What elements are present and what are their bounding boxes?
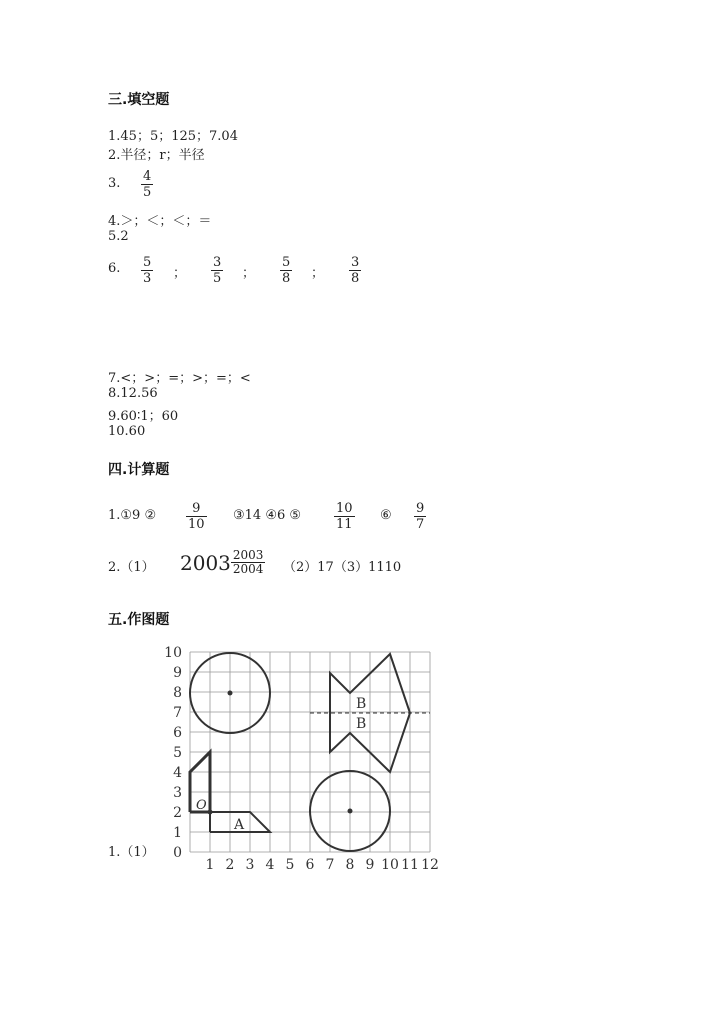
fraction-part xyxy=(231,549,266,576)
x-tick-label: 8 xyxy=(345,857,355,873)
separator: ； xyxy=(242,266,256,281)
answer-4-2-mixed-number xyxy=(180,549,265,576)
answer-3-6-fraction-2 xyxy=(211,255,223,286)
answer-3-6-fraction-1 xyxy=(141,255,153,286)
numerator: 5 xyxy=(143,255,152,270)
section-5-title: 五.作图题 xyxy=(108,612,170,628)
numerator: 9 xyxy=(416,501,425,516)
y-tick-labels xyxy=(164,645,182,861)
answer-3-8: 8.12.56 xyxy=(108,386,158,401)
answer-3-6-fraction-4 xyxy=(349,255,361,286)
y-tick-label: 6 xyxy=(173,725,182,741)
coordinate-grid-figure xyxy=(160,640,450,880)
numerator: 9 xyxy=(192,501,201,516)
y-tick-label: 8 xyxy=(173,685,182,701)
section-4-title: 四.计算题 xyxy=(108,462,170,478)
x-tick-label: 5 xyxy=(285,857,295,873)
y-tick-label: 0 xyxy=(173,845,182,861)
y-tick-label: 1 xyxy=(173,825,182,841)
y-tick-label: 2 xyxy=(173,805,182,821)
answer-3-6-fraction-3 xyxy=(280,255,292,286)
denominator: 8 xyxy=(351,271,360,286)
answer-3-3-fraction xyxy=(141,169,153,200)
y-tick-label: 3 xyxy=(173,785,182,801)
answer-3-10: 10.60 xyxy=(108,424,146,439)
answer-5-1-label: 1.（1） xyxy=(108,845,155,860)
whole-part: 2003 xyxy=(180,550,231,575)
y-tick-label: 9 xyxy=(173,665,182,681)
separator: ； xyxy=(311,266,325,281)
denominator: 10 xyxy=(188,517,205,532)
denominator: 11 xyxy=(336,517,353,532)
answer-4-1-fraction-3 xyxy=(414,501,426,532)
answer-3-7: 7.<；>；=；>；=；< xyxy=(108,371,251,386)
answer-4-1-fraction-1 xyxy=(186,501,207,532)
y-tick-label: 7 xyxy=(173,705,182,721)
numerator: 3 xyxy=(351,255,360,270)
answer-4-1-item-6: ⑥ xyxy=(380,508,392,523)
answer-4-1-fraction-2 xyxy=(334,501,355,532)
x-tick-labels xyxy=(206,857,439,873)
label-a: A xyxy=(234,817,245,833)
circle-top-left-center xyxy=(228,691,233,696)
x-tick-label: 10 xyxy=(381,857,399,873)
denominator: 3 xyxy=(143,271,152,286)
answer-3-9: 9.60∶1；60 xyxy=(108,409,179,424)
answer-4-2-rest: （2）17（3）1110 xyxy=(283,560,402,575)
x-tick-label: 11 xyxy=(401,857,419,873)
section-3-title: 三.填空题 xyxy=(108,92,170,108)
circle-bottom-right-center xyxy=(348,809,353,814)
answer-4-1-middle: ③14 ④6 ⑤ xyxy=(233,508,302,523)
label-o: O xyxy=(196,798,207,813)
answer-3-6-label: 6. xyxy=(108,261,121,276)
numerator: 2003 xyxy=(232,548,264,562)
answer-4-2-label: 2.（1） xyxy=(108,560,155,575)
answer-4-1-label: 1.①9 ② xyxy=(108,508,157,523)
x-tick-label: 3 xyxy=(245,857,255,873)
separator: ； xyxy=(173,266,187,281)
y-tick-label: 5 xyxy=(173,745,182,761)
label-b-top: B xyxy=(356,696,367,712)
x-tick-label: 9 xyxy=(365,857,375,873)
answer-3-2: 2.半径；r；半径 xyxy=(108,148,205,163)
answer-3-3-label: 3. xyxy=(108,176,121,191)
y-tick-label: 4 xyxy=(173,765,182,781)
denominator: 8 xyxy=(282,271,291,286)
grid-lines xyxy=(190,652,430,852)
denominator: 5 xyxy=(143,185,152,200)
answer-3-5: 5.2 xyxy=(108,229,129,244)
x-tick-label: 2 xyxy=(225,857,235,873)
denominator: 2004 xyxy=(232,562,264,576)
x-tick-label: 7 xyxy=(325,857,335,873)
denominator: 5 xyxy=(213,271,222,286)
y-tick-label: 10 xyxy=(164,645,182,661)
x-tick-label: 6 xyxy=(305,857,315,873)
x-tick-label: 1 xyxy=(205,857,215,873)
answer-3-1: 1.45；5；125；7.04 xyxy=(108,129,238,144)
denominator: 7 xyxy=(416,517,425,532)
numerator: 5 xyxy=(282,255,291,270)
point-o xyxy=(208,810,213,815)
answer-3-4: 4.＞；＜；＜；＝ xyxy=(108,214,212,229)
x-tick-label: 4 xyxy=(265,857,275,873)
numerator: 3 xyxy=(213,255,222,270)
x-tick-label: 12 xyxy=(421,857,439,873)
numerator: 10 xyxy=(336,501,353,516)
numerator: 4 xyxy=(143,169,152,184)
label-b-bottom: B xyxy=(356,716,367,732)
